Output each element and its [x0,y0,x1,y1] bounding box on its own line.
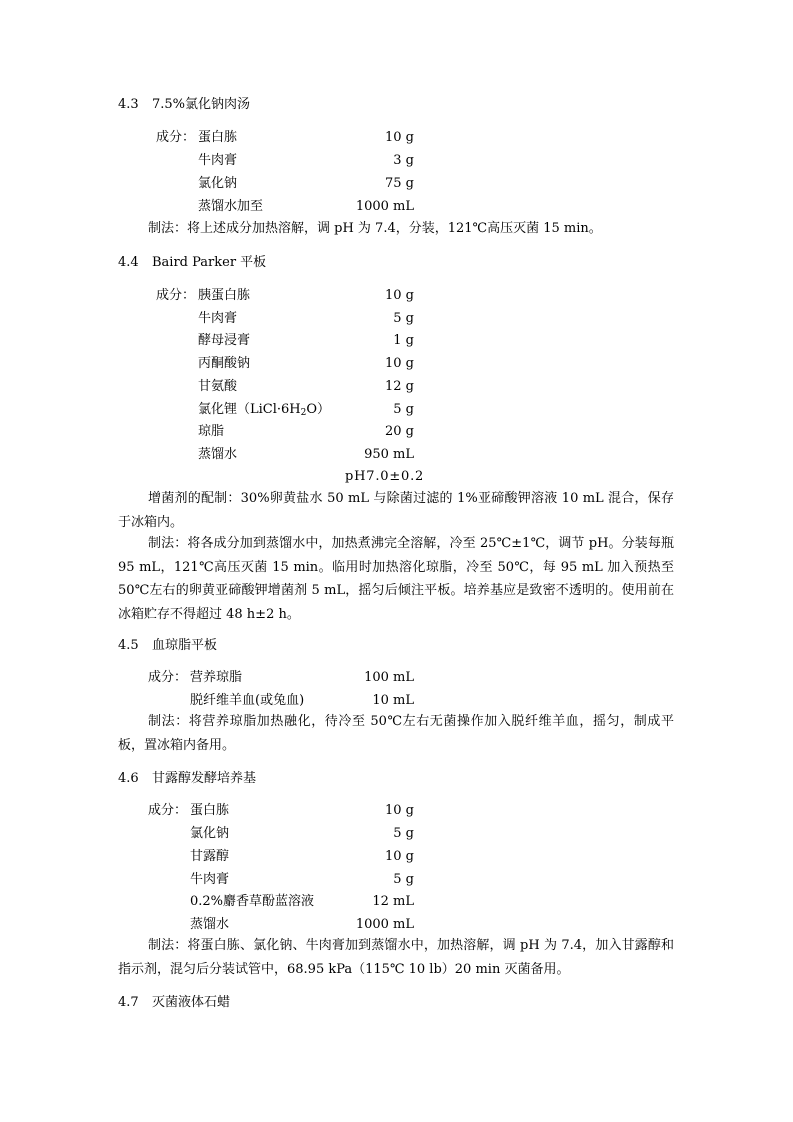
ingredient-name: 牛肉膏 [190,872,230,887]
section-title: 血琼脂平板 [152,638,218,653]
section-heading-4-7 [118,995,230,1011]
ingredient-name: 甘氨酸 [198,379,238,394]
ingredient-amount: 3 g [393,153,414,168]
ingredients-label: 成分： [156,130,196,145]
ingredients-label: 成分： [148,803,188,818]
ingredient-name: 琼脂 [198,424,225,439]
ingredient-amount: 5 g [393,826,414,841]
ingredient-amount: 950 mL [364,447,414,462]
enrichment-paragraph: 增菌剂的配制：30%卵黄盐水 50 mL 与除菌过滤的 1%亚碲酸钾溶液 10 mL 混合，保存于冰箱内。 [118,491,674,530]
ingredient-amount: 1 g [393,333,414,348]
ph-value: pH7.0±0.2 [345,469,425,484]
section-number: 4.4 [118,255,139,270]
ingredient-name-licl [198,402,330,418]
section-heading-4-3 [118,97,250,113]
ingredient-name: 蒸馏水 [190,917,230,932]
ingredient-name: 氯化钠 [198,176,238,191]
ingredient-name: 蛋白胨 [190,803,230,818]
ingredient-name: 氯化钠 [190,826,230,841]
ingredient-name: 0.2%麝香草酚蓝溶液 [190,894,315,909]
section-heading-4-6 [118,771,256,787]
licl-formula-subscript: 2 [300,408,307,418]
ingredient-amount: 10 g [385,849,414,864]
section-title: 甘露醇发酵培养基 [152,771,257,786]
ingredient-amount: 5 g [393,402,414,417]
method-paragraph: 制法：将蛋白胨、氯化钠、牛肉膏加到蒸馏水中，加热溶解，调 pH 为 7.4，加入甘露醇和指示剂，混匀后分装试管中，68.95 kPa（115℃ 10 lb）20 min 灭菌备用。 [118,938,674,977]
ingredient-amount: 12 g [385,379,414,394]
ingredient-name: 牛肉膏 [198,153,238,168]
ingredient-name: 酵母浸膏 [198,333,251,348]
section-number: 4.6 [118,771,139,786]
ingredient-name: 脱纤维羊血(或兔血) [190,693,305,708]
method-paragraph: 制法：将营养琼脂加热融化，待冷至 50℃左右无菌操作加入脱纤维羊血，摇匀，制成平板，置冰箱内备用。 [118,714,674,753]
ingredients-label: 成分： [148,670,188,685]
ingredient-amount: 5 g [393,311,414,326]
method-paragraph: 制法：将上述成分加热溶解，调 pH 为 7.4，分装，121℃高压灭菌 15 min。 [148,221,602,236]
method-paragraph: 制法：将各成分加到蒸馏水中，加热煮沸完全溶解，冷至 25℃±1℃，调节 pH。分装每瓶 95 mL，121℃高压灭菌 15 min。临用时加热溶化琼脂，冷至 50℃，每 95 mL 加入预热至 50℃左右的卵黄亚碲酸钾增菌剂 5 mL，摇匀后倾注平板。培养基应是致密不透明的。使用前在冰箱贮存不得超过 48 h±2 h。 [118,536,674,622]
ingredient-amount: 1000 mL [355,917,414,932]
ingredient-amount: 100 mL [364,670,414,685]
ingredient-amount: 10 g [385,356,414,371]
ingredient-amount: 20 g [385,424,414,439]
ingredient-amount: 5 g [393,872,414,887]
ingredient-name: 牛肉膏 [198,311,238,326]
section-number: 4.3 [118,97,139,112]
ingredient-name: 甘露醇 [190,849,230,864]
ingredient-name: 胰蛋白胨 [198,288,251,303]
section-number: 4.5 [118,638,139,653]
ingredient-name: 丙酮酸钠 [198,356,251,371]
ingredient-name: 营养琼脂 [190,670,243,685]
ingredient-amount: 75 g [385,176,414,191]
section-heading-4-5 [118,638,217,654]
ingredient-amount: 10 g [385,288,414,303]
section-title: Baird Parker 平板 [152,255,267,270]
section-heading-4-4 [118,255,266,271]
ingredients-label: 成分： [156,288,196,303]
section-title: 灭菌液体石蜡 [152,995,231,1010]
ingredient-name: 蛋白胨 [198,130,238,145]
section-number: 4.7 [118,995,139,1010]
ingredient-amount: 1000 mL [355,199,414,214]
section-title: 7.5%氯化钠肉汤 [152,97,251,112]
licl-formula-pre: 氯化锂（LiCl·6H [198,402,301,417]
licl-formula-post: O） [306,402,331,417]
ingredient-amount: 10 g [385,130,414,145]
ingredient-name: 蒸馏水 [198,447,238,462]
ingredient-amount: 12 mL [372,894,414,909]
ingredient-amount: 10 g [385,803,414,818]
ingredient-amount: 10 mL [372,693,414,708]
ingredient-name: 蒸馏水加至 [198,199,264,214]
